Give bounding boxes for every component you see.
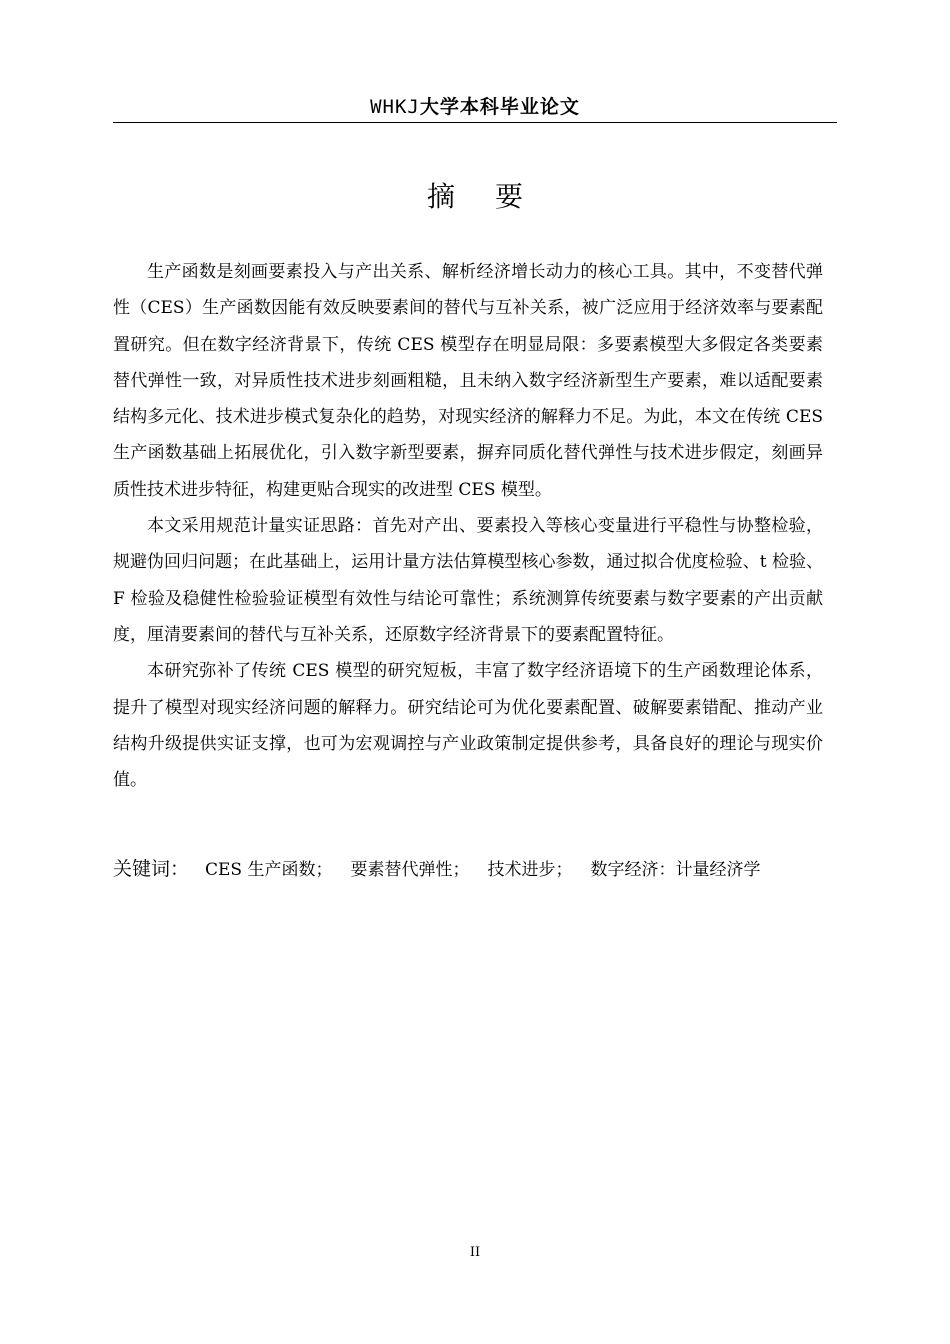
- abstract-paragraph-1: 生产函数是刻画要素投入与产出关系、解析经济增长动力的核心工具。其中，不变替代弹性（CES）生产函数因能有效反映要素间的替代与互补关系，被广泛应用于经济效率与要素配置研究。但在数字经济背景下，传统 CES 模型存在明显局限：多要素模型大多假定各类要素替代弹性一致，对异质性技术进步刻画粗糙，且未纳入数字经济新型生产要素，难以适配要素结构多元化、技术进步模式复杂化的趋势，对现实经济的解释力不足。为此，本文在传统 CES 生产函数基础上拓展优化，引入数字新型要素，摒弃同质化替代弹性与技术进步假定，刻画异质性技术进步特征，构建更贴合现实的改进型 CES 模型。: [113, 262, 823, 500]
- header-university-code: WHKJ: [370, 96, 420, 118]
- keyword-item: CES 生产函数；: [205, 860, 333, 880]
- abstract-paragraph-2: 本文采用规范计量实证思路：首先对产出、要素投入等核心变量进行平稳性与协整检验，规避伪回归问题；在此基础上，运用计量方法估算模型核心参数，通过拟合优度检验、t 检验、F 检验及稳健性检验验证模型有效性与结论可靠性；系统测算传统要素与数字要素的产出贡献度，厘清要素间的替代与互补关系，还原数字经济背景下的要素配置特征。: [113, 516, 823, 645]
- page-header: [113, 94, 837, 123]
- keyword-item: 要素替代弹性；: [350, 860, 470, 880]
- keywords-label: 关键词：: [113, 858, 190, 880]
- header-title: 大学本科毕业论文: [419, 96, 580, 118]
- keyword-item: 技术进步；: [487, 860, 573, 880]
- keywords: [113, 852, 837, 887]
- keyword-item: 数字经济：计量经济学: [590, 860, 761, 880]
- abstract-body: [113, 254, 823, 798]
- page-title: 摘要: [426, 180, 563, 213]
- abstract-paragraph-3: 本研究弥补了传统 CES 模型的研究短板，丰富了数字经济语境下的生产函数理论体系，提升了模型对现实经济问题的解释力。研究结论可为优化要素配置、破解要素错配、推动产业结构升级提供实证支撑，也可为宏观调控与产业政策制定提供参考，具备良好的理论与现实价值。: [113, 661, 823, 791]
- page-number: II: [469, 1245, 481, 1260]
